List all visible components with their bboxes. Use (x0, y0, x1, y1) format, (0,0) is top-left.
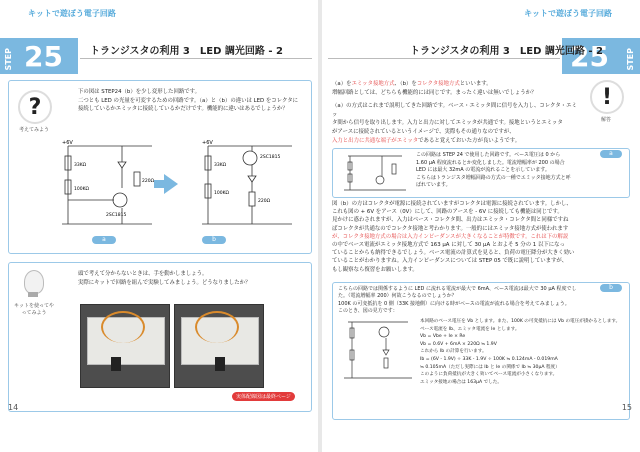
photo-b (174, 304, 264, 388)
label-a: a (92, 236, 116, 244)
circuit-label: +6V (202, 140, 213, 146)
circuit-label: 33KΩ (74, 163, 87, 168)
explain-caption: 解答 (600, 117, 611, 123)
circuit-label: 220Ω (142, 179, 155, 184)
circuit-a (52, 136, 156, 232)
think-text: 下の図は STEP24（b）を少し変形した回路です。 二つとも LED の光量を可変するための回路です。（a）と（b）の違いは LED をコレクタに 接続しているかエミッタに接続しているかだけです。機能的に違いはあるでしょうか？ (78, 89, 299, 113)
left-page (0, 0, 318, 452)
arrow-icon (164, 174, 178, 194)
photo-tag: 実体配線図は最終ページ (232, 392, 295, 401)
circuit-label: 100KΩ (74, 187, 89, 192)
step-label: STEP (626, 48, 635, 71)
circuit-label: +6V (62, 140, 73, 146)
step-label: STEP (4, 48, 13, 71)
middle-text: 図（b）の方はコレクタが電源に接続されていますがコレクタは電源に接続されています。しかし、 これも図の + 6V をアース（0V）にして、回路のアースを - 6V に接続しても機能は同じです。 見かけに惑わされますが、入力はベース・コレクタ間、出力はエミッタ・コレクタ間と同様ですね ばコレクタが共通なのでコレクタ接地と考わかります。一般的にはエミッタ接地方式が使われます が、コレクタ接地方式の場合は入力インピーダンスが大きくなることが特徴です。これは下の解説 の中でベース電流がエミッタ接地方式で 163 μA に対して 30 μA とおよそ 5 分の 1 以下になっ ていることからも納得できるでしょう。ベース電流の計算式を見ると、負荷の電圧降分が大きく効い ていることがわかりますね。入力インピーダンスについては STEP 05 で既に説明していますが、 もし観察なら復習をお願いします。 (332, 201, 575, 273)
try-caption: キットを使ってやってみよう (14, 303, 54, 316)
bulb-icon (24, 270, 44, 294)
step-number: 25 (24, 40, 63, 73)
step-tab (0, 38, 78, 74)
series-title: キットで遊ぼう電子回路 (28, 9, 116, 18)
answer-text: （a）をエミッタ接地方式、（b）をコレクタ接地方式といいます。 増幅回路としては、どちらも機能的には同じです。まったく違いは無いでしょうか？ （a）の方式はこれまで説明してきた回路です。ベース・エミッタ間に信号を入力し、コレクタ・エミッ タ間から信号を取り出します。入力と出力に対してエミッタが共通です。接地というとエミッタ がアースに接続されているというイメージで、実際もその通りなのですが、 入力と出力に共通な端子がエミッタであると覚えておいた方が良いようです。 (332, 81, 577, 144)
page-number: 14 (8, 403, 19, 412)
mini-circuit-b (340, 318, 416, 384)
page-title: トランジスタの利用 3 LED 調光回路 - 2 (90, 46, 283, 57)
label-b: b (202, 236, 226, 244)
circuit-label: 2SC1815 (106, 213, 127, 218)
try-text: 頭で考えて分からないときは、手を動かしましょう。 実際にキットで回路を組んで実験してみましょう。どうなりましたか？ (78, 271, 251, 286)
step-number: 25 (570, 40, 609, 73)
exclamation-icon: ! (590, 80, 624, 114)
circuit-b (192, 136, 296, 232)
title-rule (328, 58, 560, 59)
circuit-label: 100KΩ (214, 191, 229, 196)
page-number: 15 (621, 403, 632, 412)
question-icon: ? (18, 90, 52, 124)
title-rule (80, 58, 312, 59)
circuit-label: 220Ω (258, 199, 271, 204)
circuit-label: 33KΩ (214, 163, 227, 168)
bulb-base (28, 292, 38, 297)
arrow-shaft (154, 180, 166, 188)
box-b-label: b (600, 284, 622, 292)
box-b-calc: 本回路のベース電圧を Vb とします。また、100K の可変抵抗には Vb の電圧が掛かるとします。 ベース電流を Ib、エミッタ電流を Ie とします。 Vb = Vbe + Ie × Re Vb = 0.6V + 6mA × 220Ω ≒ 1.9V これから Ib の計算を行います。 Ib = (6V - 1.9V) ÷ 33K - 1.9V ÷ 100K ≒ 0.124mA - 0.019mA ≒ 0.105mA（ただし実際には Ib と Ie の関係で Ib ≒ 30μA 程度） このように負荷抵抗が大きく効いてベース電流が小さくなります。 エミッタ接地の場合は 163μA でした。 (420, 319, 621, 385)
mini-circuit-a (340, 152, 410, 194)
think-caption: 考えてみよう (18, 127, 49, 133)
box-a-text: この回路は STEP 24 で使用した回路です。ベース電圧は 0 から 1.60 μA 程度流れるとか変化しました。電流増幅率が 200 の場合 LED には最大 32mA の電流が流れることを示しています。 こちらはトランジスタ増幅回路の方式の一種でエミッタ接地方式と呼 ばれています。 (416, 152, 571, 189)
right-page (322, 0, 640, 452)
box-a-label: a (600, 150, 622, 158)
page-title: トランジスタの利用 3 LED 調光回路 - 2 (410, 46, 603, 57)
series-title: キットで遊ぼう電子回路 (524, 9, 612, 18)
box-b-intro: こちらの回路では関係するように LED に流れる電流が最大で 6mA、ベース電流は最大で 30 μA 程度でし た。（電流増幅率 200）何故こうなるのでしょうか？ 100K の可変抵抗を 0 側（33K 接地側）に向ける時がベースの電流が流れる場合を考えてみましょう。 このとき、図の見方です： (338, 286, 577, 315)
circuit-label: 2SC1815 (260, 155, 281, 160)
photo-a (80, 304, 170, 388)
